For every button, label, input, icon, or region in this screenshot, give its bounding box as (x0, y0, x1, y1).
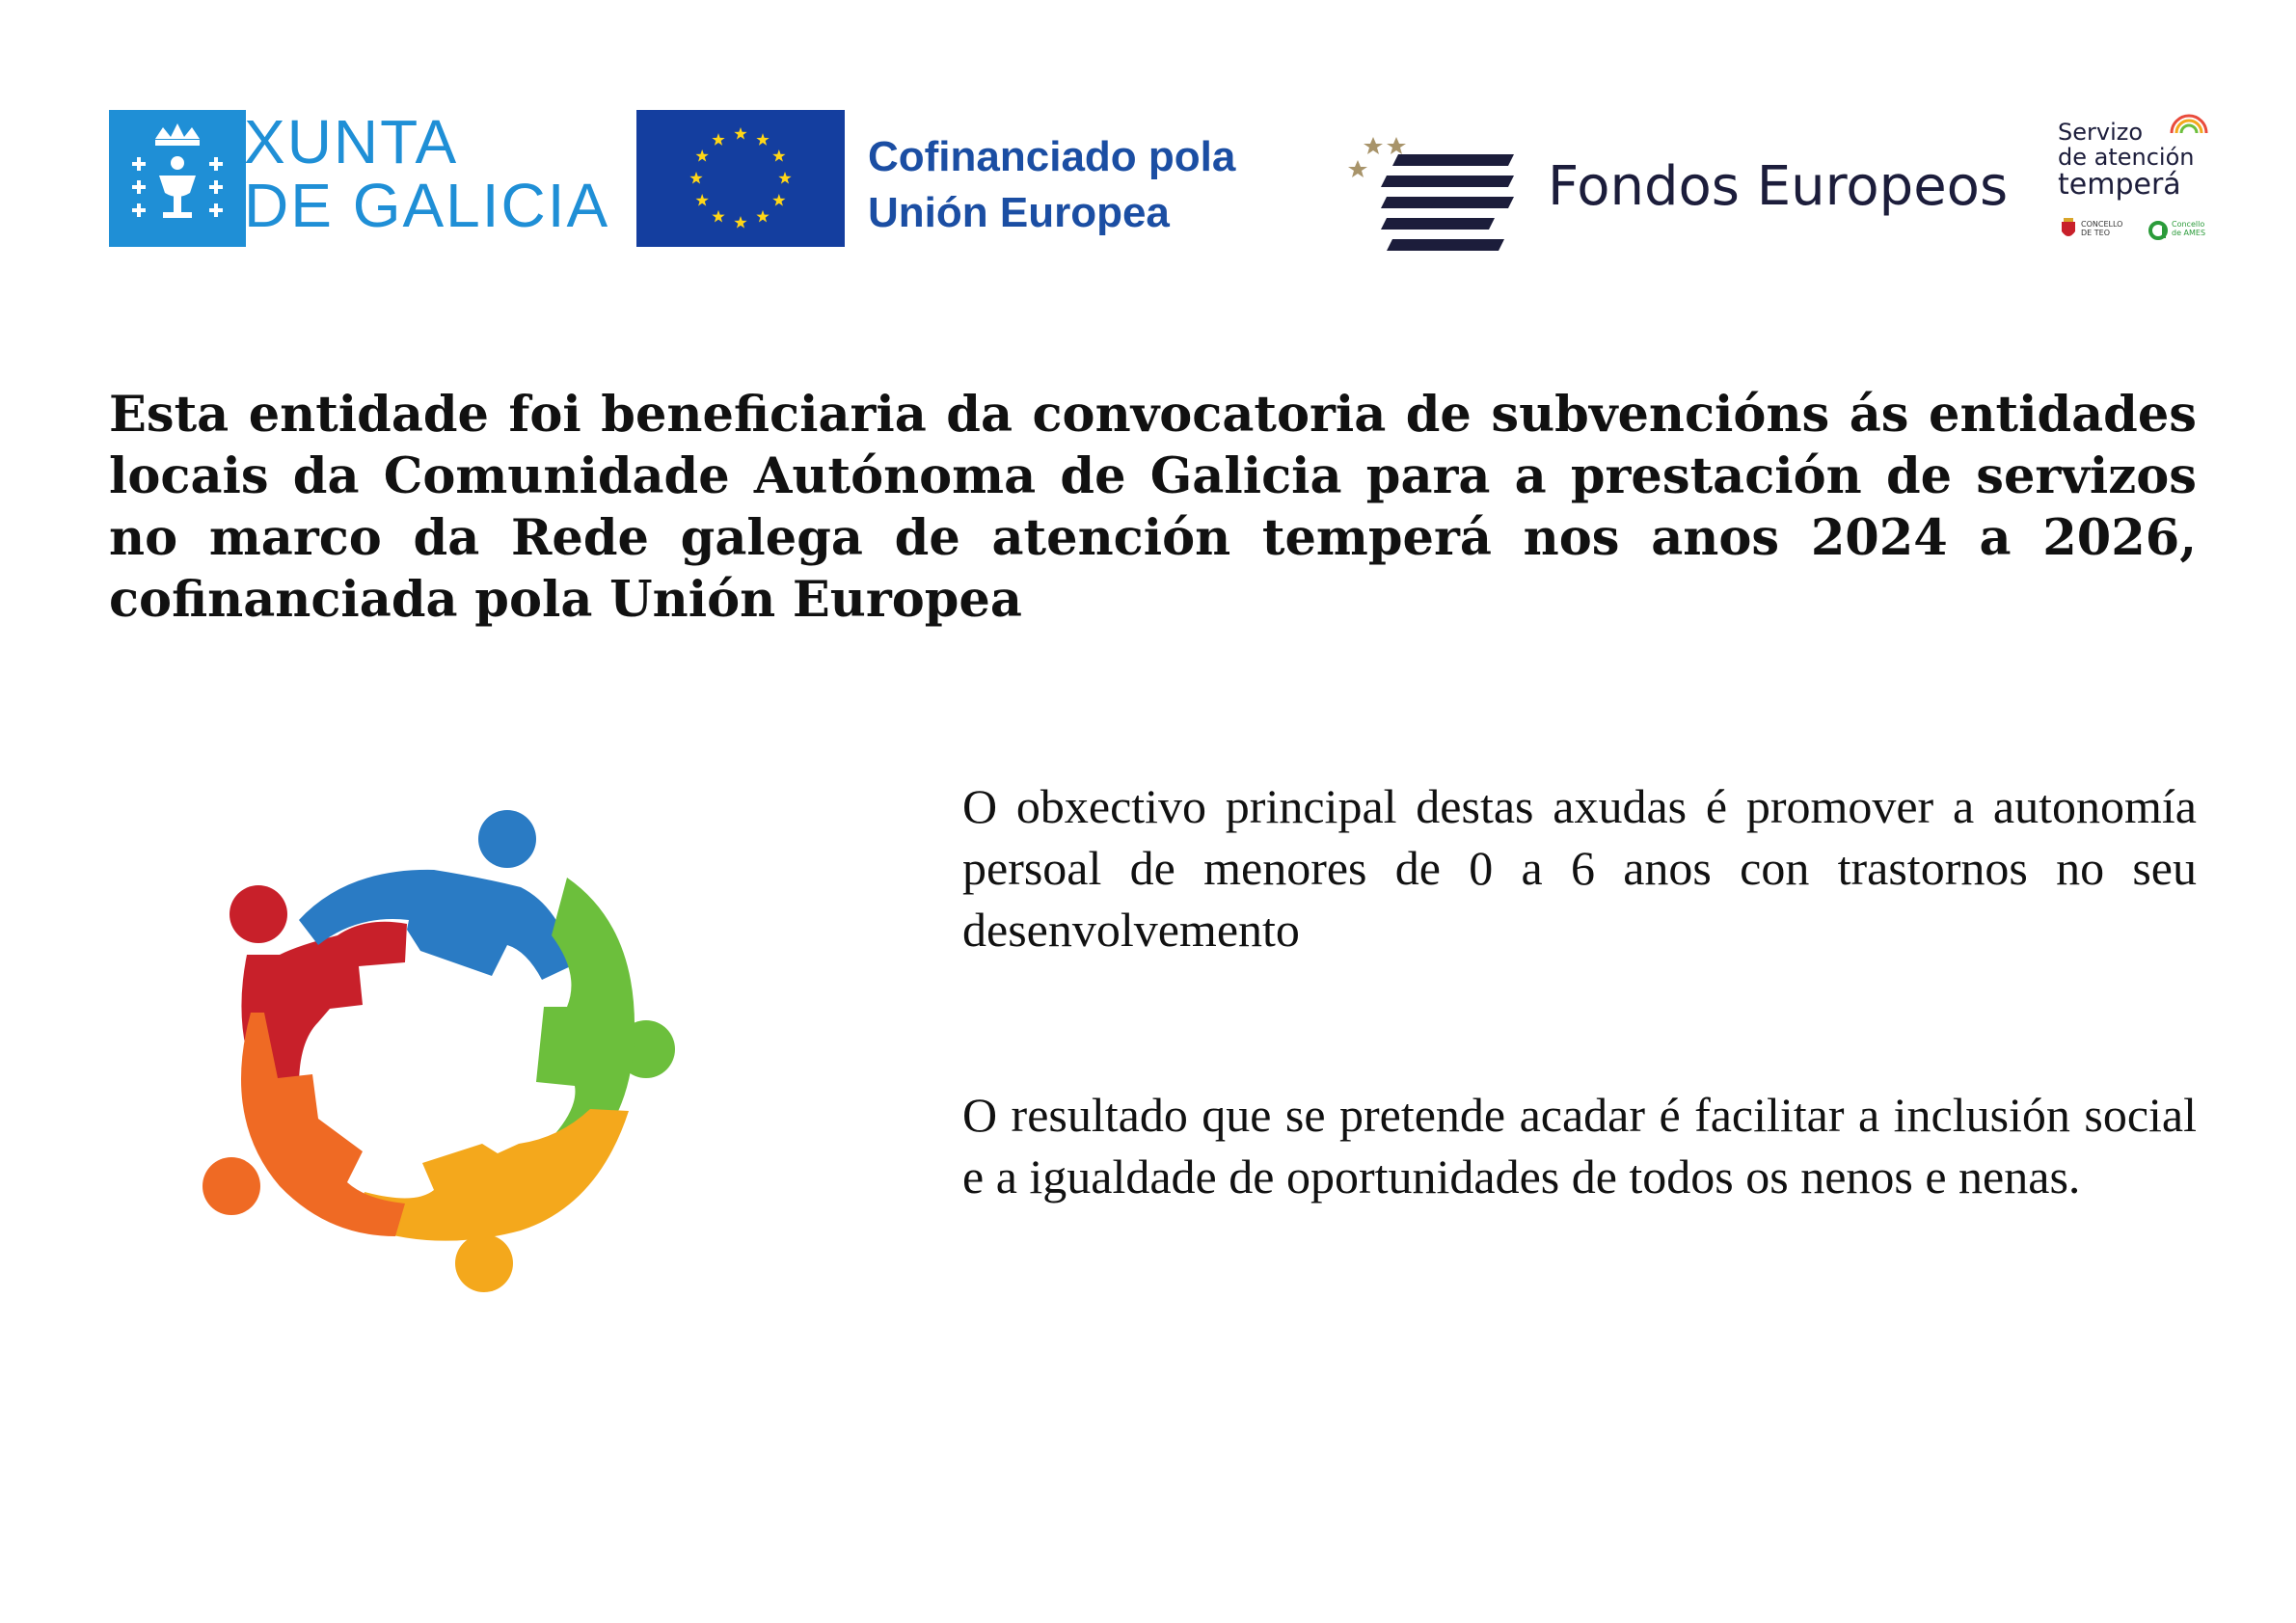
servizo-line2: de atención (2058, 144, 2195, 171)
eu-cofinanced-logo (636, 110, 1311, 247)
fondos-europeos-logo (1340, 120, 2015, 255)
eu-cofinanced-text (868, 129, 1235, 241)
result-paragraph: O resultado que se pretende acadar é facilitar a inclusión social e a igualdade de oportunidades de todos os nenos e nenas. (962, 1088, 2197, 1204)
eu-star-icon (772, 194, 785, 206)
eu-star-icon (712, 133, 724, 146)
concello-teo-line1: CONCELLO (2081, 220, 2123, 229)
fondos-europeos-label: Fondos Europeos (1548, 155, 2009, 218)
servizo-line3: temperá (2058, 168, 2181, 202)
people-circle-icon (193, 800, 694, 1302)
logo-strip (0, 106, 2296, 251)
xunta-wordmark (230, 107, 635, 240)
eu-star-icon (734, 216, 746, 229)
concello-ames-line2: de AMES (2172, 229, 2206, 237)
eu-star-icon (772, 149, 785, 162)
yellow-figure (357, 1109, 629, 1292)
eu-flag-icon (636, 110, 845, 247)
eu-star-icon (756, 210, 769, 223)
concello-teo-line2: DE TEO (2081, 229, 2110, 237)
servizo-line1: Servizo (2058, 119, 2144, 146)
eu-star-icon (712, 210, 724, 223)
concello-ames (2172, 220, 2205, 237)
xunta-de-galicia-logo (109, 107, 610, 247)
eu-star-icon (696, 194, 709, 206)
eu-line1: Cofinanciado pola (868, 133, 1236, 180)
fondos-europeos-mark-icon (1340, 120, 1533, 255)
ames-logo-icon (2148, 219, 2168, 240)
concello-ames-line1: Concello (2172, 220, 2205, 229)
galicia-shield-icon (109, 110, 246, 247)
concello-teo (2081, 220, 2122, 237)
eu-star-icon (778, 172, 791, 184)
eu-line2: Unión Europea (868, 189, 1170, 236)
teo-crest-icon (2060, 218, 2077, 241)
xunta-line2: DE GALICIA (244, 171, 610, 240)
servizo-atencion-tempera-logo (2054, 106, 2218, 251)
servizo-title (2058, 120, 2194, 201)
eu-star-icon (734, 127, 746, 140)
concellos-row (2058, 218, 2222, 245)
xunta-line1: XUNTA (244, 107, 459, 176)
objective-paragraph: O obxectivo principal destas axudas é promover a autonomía persoal de menores de 0 a 6 anos con trastornos no seu desenvolvemento (962, 779, 2197, 957)
eu-star-icon (689, 172, 702, 184)
eu-star-icon (696, 149, 709, 162)
eu-star-icon (756, 133, 769, 146)
funding-heading: Esta entidade foi beneficiaria da convocatoria de subvencións ás entidades locais da Comunidade Autónoma de Galicia para a prestación de servizos no marco da Rede galega de atención temperá nos anos 2024 a 2026, cofinanciada pola Unión Europea (109, 386, 2197, 629)
